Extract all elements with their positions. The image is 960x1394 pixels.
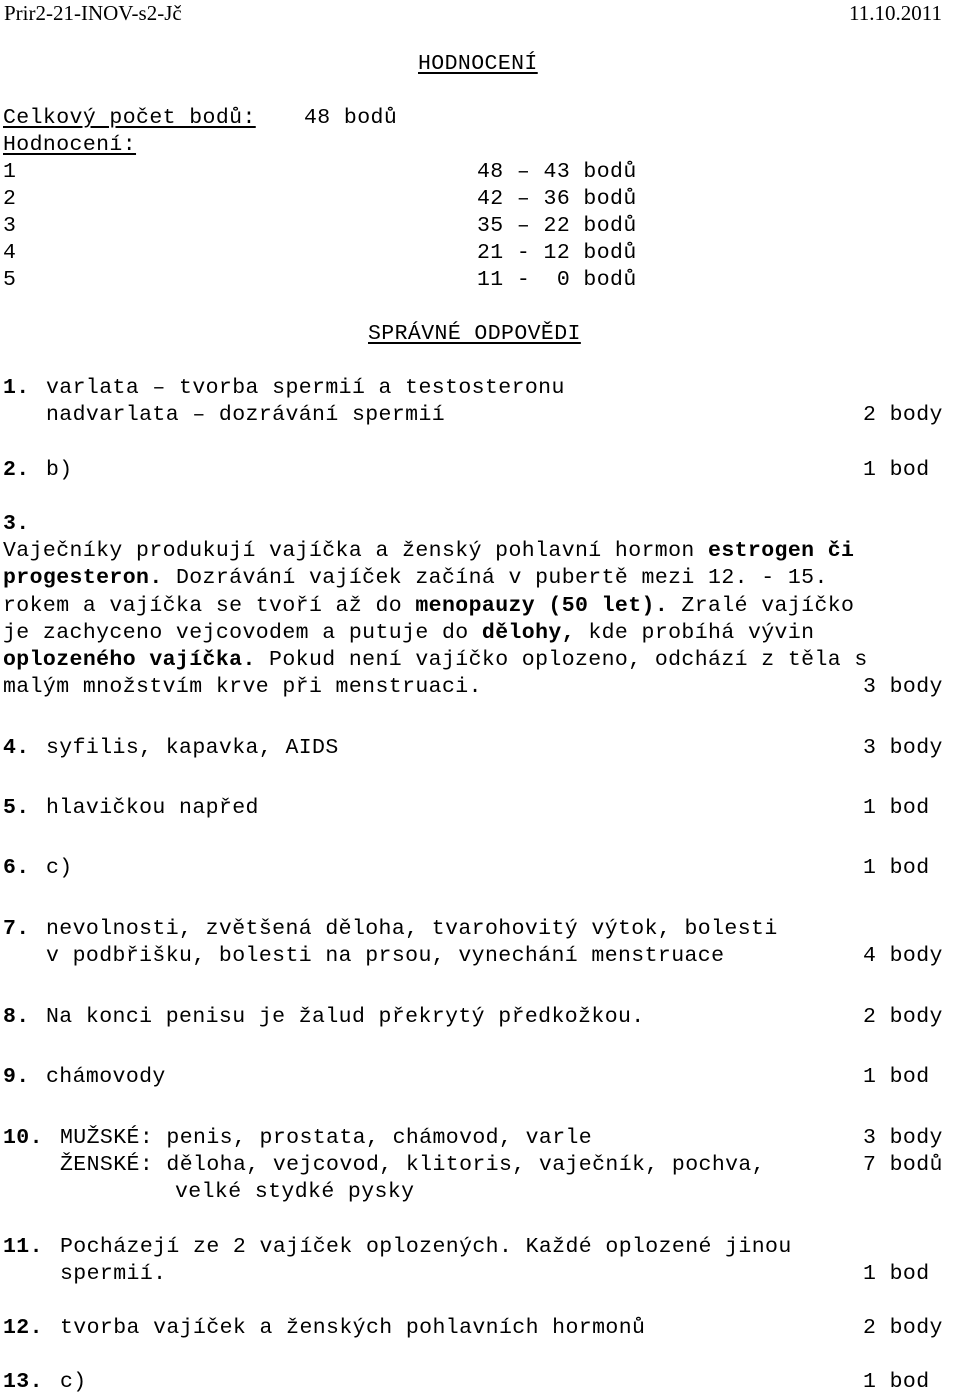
answer-points: 3 body: [863, 1126, 943, 1150]
answer-text-male: MUŽSKÉ: penis, prostata, chámovod, varle: [60, 1126, 593, 1150]
answer-text-line: je zachyceno vejcovodem a putuje do dělohy, kde probíhá vývin: [3, 621, 815, 645]
answer-number: 10.: [3, 1126, 43, 1150]
answer-number: 8.: [3, 1005, 30, 1029]
answer-points: 3 body: [863, 675, 943, 699]
answer-number: 13.: [3, 1370, 43, 1394]
answer-number: 12.: [3, 1316, 43, 1340]
answer-points: 1 bod: [863, 796, 930, 820]
answer-points: 7 bodů: [863, 1153, 943, 1177]
answer-text: velké stydké pysky: [175, 1180, 415, 1204]
grade-number: 4: [3, 241, 17, 265]
answer-points: 1 bod: [863, 856, 930, 880]
answer-points: 1 bod: [863, 1065, 930, 1089]
answer-text-line: Vaječníky produkují vajíčka a ženský pohlavní hormon estrogen či: [3, 539, 855, 563]
answer-number: 7.: [3, 917, 30, 941]
answer-text-line: malým množstvím krve při menstruaci.: [3, 675, 482, 699]
answer-points: 2 body: [863, 403, 943, 427]
answer-text-line: progesteron. Dozrávání vajíček začíná v pubertě mezi 12. - 15.: [3, 566, 828, 590]
answer-text: c): [60, 1370, 87, 1394]
answer-number: 6.: [3, 856, 30, 880]
grade-number: 1: [3, 160, 17, 184]
answer-text: spermií.: [60, 1262, 167, 1286]
answer-number: 2.: [3, 458, 30, 482]
answer-text: hlavičkou napřed: [46, 796, 259, 820]
answer-text-line: rokem a vajíčka se tvoří až do menopauzy (50 let). Zralé vajíčko: [3, 594, 855, 618]
document-date: 11.10.2011: [849, 1, 942, 25]
answer-text: tvorba vajíček a ženských pohlavních hormonů: [60, 1316, 646, 1340]
answer-text: chámovody: [46, 1065, 166, 1089]
total-points-label: Celkový počet bodů:: [3, 106, 256, 130]
answer-text: Pocházejí ze 2 vajíček oplozených. Každé oplozené jinou: [60, 1235, 792, 1259]
answer-points: 2 body: [863, 1005, 943, 1029]
grade-range: 11 - 0 bodů: [477, 268, 637, 292]
answer-points: 1 bod: [863, 1262, 930, 1286]
answer-text-female: ŽENSKÉ: děloha, vejcovod, klitoris, vaječník, pochva,: [60, 1153, 766, 1177]
answer-text: b): [46, 458, 73, 482]
page-title: HODNOCENÍ: [418, 52, 538, 76]
grade-range: 35 – 22 bodů: [477, 214, 637, 238]
answer-points: 1 bod: [863, 1370, 930, 1394]
answer-text: v podbřišku, bolesti na prsou, vynechání menstruace: [46, 944, 725, 968]
answer-number: 1.: [3, 376, 30, 400]
answer-number: 9.: [3, 1065, 30, 1089]
answer-text: Na konci penisu je žalud překrytý předkožkou.: [46, 1005, 645, 1029]
answer-number: 3.: [3, 512, 30, 536]
answer-text: nadvarlata – dozrávání spermií: [46, 403, 446, 427]
total-points-value: 48 bodů: [304, 106, 398, 130]
answer-points: 3 body: [863, 736, 943, 760]
grading-label: Hodnocení:: [3, 133, 137, 157]
answer-text: varlata – tvorba spermií a testosteronu: [46, 376, 565, 400]
answer-text: syfilis, kapavka, AIDS: [46, 736, 339, 760]
answer-number: 4.: [3, 736, 30, 760]
document-id: Prir2-21-INOV-s2-Jč: [4, 1, 182, 25]
answer-points: 4 body: [863, 944, 943, 968]
grade-number: 3: [3, 214, 17, 238]
answer-points: 1 bod: [863, 458, 930, 482]
grade-range: 42 – 36 bodů: [477, 187, 637, 211]
grade-range: 48 – 43 bodů: [477, 160, 637, 184]
answer-number: 5.: [3, 796, 30, 820]
answer-text: nevolnosti, zvětšená děloha, tvarohovitý výtok, bolesti: [46, 917, 778, 941]
grade-number: 5: [3, 268, 17, 292]
answer-text: c): [46, 856, 73, 880]
answer-text-line: oplozeného vajíčka. Pokud není vajíčko oplozeno, odchází z těla s: [3, 648, 868, 672]
answers-title: SPRÁVNÉ ODPOVĚDI: [368, 322, 581, 346]
grade-number: 2: [3, 187, 17, 211]
answer-points: 2 body: [863, 1316, 943, 1340]
answer-number: 11.: [3, 1235, 43, 1259]
grade-range: 21 - 12 bodů: [477, 241, 637, 265]
